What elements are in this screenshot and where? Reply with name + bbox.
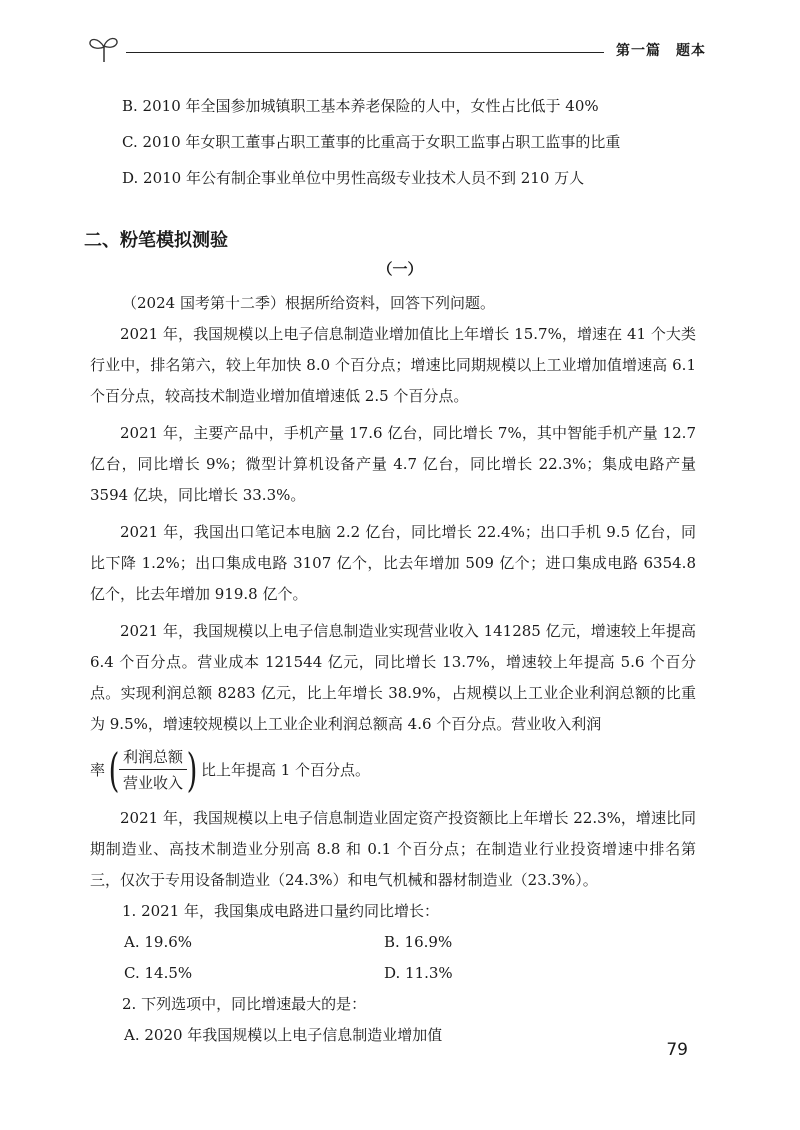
chapter-title: 第一篇 题本 bbox=[616, 43, 706, 59]
paragraph-4: 2021 年，我国规模以上电子信息制造业实现营业收入 141285 亿元，增速较上年提高 6.4 个百分点。营业成本 121544 亿元，同比增长 13.7%，增速较上年提高 5.6 个百分点。实现利润总额 8283 亿元，比上年增长 38.9%，占规模以上工业企业利润总额的比重为 9.5%，增速较规模以上工业企业利润总额高 4.6 个百分点。营业收入利润 bbox=[90, 622, 696, 733]
paragraph-1: 2021 年，我国规模以上电子信息制造业增加值比上年增长 15.7%，增速在 41 个大类行业中，排名第六，较上年加快 8.0 个百分点；增速比同期规模以上工业增加值增速高 6.1 个百分点，较高技术制造业增加值增速低 2.5 个百分点。 bbox=[90, 325, 696, 405]
previous-options bbox=[122, 96, 694, 204]
fraction bbox=[119, 746, 187, 793]
source-line: （2024 国考第十二季）根据所给资料，回答下列问题。 bbox=[122, 294, 495, 312]
option-d: D. 2010 年公有制企事业单位中男性高级专业技术人员不到 210 万人 bbox=[122, 169, 585, 187]
paragraph-3: 2021 年，我国出口笔记本电脑 2.2 亿台，同比增长 22.4%；出口手机 9.5 亿台，同比下降 1.2%；出口集成电路 3107 亿个，比去年增加 509 亿个；进口集成电路 6354.8 亿个，比去年增加 919.8 亿个。 bbox=[90, 523, 696, 603]
question-1: 1. 2021 年，我国集成电路进口量约同比增长： bbox=[122, 902, 440, 920]
paragraph-2: 2021 年，主要产品中，手机产量 17.6 亿台，同比增长 7%，其中智能手机产量 12.7 亿台，同比增长 9%；微型计算机设备产量 4.7 亿台，同比增长 22.3%；集成电路产量 3594 亿块，同比增长 33.3%。 bbox=[90, 424, 696, 504]
fraction-suffix: 比上年提高 1 个百分点。 bbox=[200, 761, 371, 779]
choice-a: A. 2020 年我国规模以上电子信息制造业增加值 bbox=[124, 1026, 443, 1044]
sprout-icon bbox=[86, 34, 122, 68]
choice-c: C. 14.5% bbox=[124, 964, 193, 982]
header-rule bbox=[126, 52, 604, 53]
fraction-numerator: 利润总额 bbox=[119, 746, 187, 770]
fraction-prefix: 率 bbox=[90, 761, 106, 779]
question-1-choices bbox=[124, 927, 696, 989]
option-c: C. 2010 年女职工董事占职工董事的比重高于女职工监事占职工监事的比重 bbox=[122, 133, 621, 151]
choice-a: A. 19.6% bbox=[124, 933, 193, 951]
section-title: 二、粉笔模拟测验 bbox=[84, 230, 228, 251]
material-body bbox=[90, 288, 696, 1051]
choice-d: D. 11.3% bbox=[384, 964, 453, 982]
option-b: B. 2010 年全国参加城镇职工基本养老保险的人中，女性占比低于 40% bbox=[122, 97, 599, 115]
page-number: 79 bbox=[666, 1040, 688, 1060]
fraction-line: 率 ( $\frac{\text{利润总额}}{\text{营业收入}}$ ) 比上年提高 1 个百分点。 bbox=[90, 742, 371, 797]
page-header bbox=[86, 28, 706, 68]
sub-title: （一） bbox=[377, 260, 423, 278]
fraction-denominator: 营业收入 bbox=[122, 774, 183, 792]
paragraph-5: 2021 年，我国规模以上电子信息制造业固定资产投资额比上年增长 22.3%，增速比同期制造业、高技术制造业分别高 8.8 和 0.1 个百分点；在制造业行业投资增速中排名第三，仅次于专用设备制造业（24.3%）和电气机械和器材制造业（23.3%）。 bbox=[90, 809, 696, 889]
question-2-choices bbox=[124, 1020, 696, 1051]
choice-b: B. 16.9% bbox=[384, 933, 453, 951]
question-2: 2. 下列选项中，同比增速最大的是： bbox=[122, 995, 367, 1013]
